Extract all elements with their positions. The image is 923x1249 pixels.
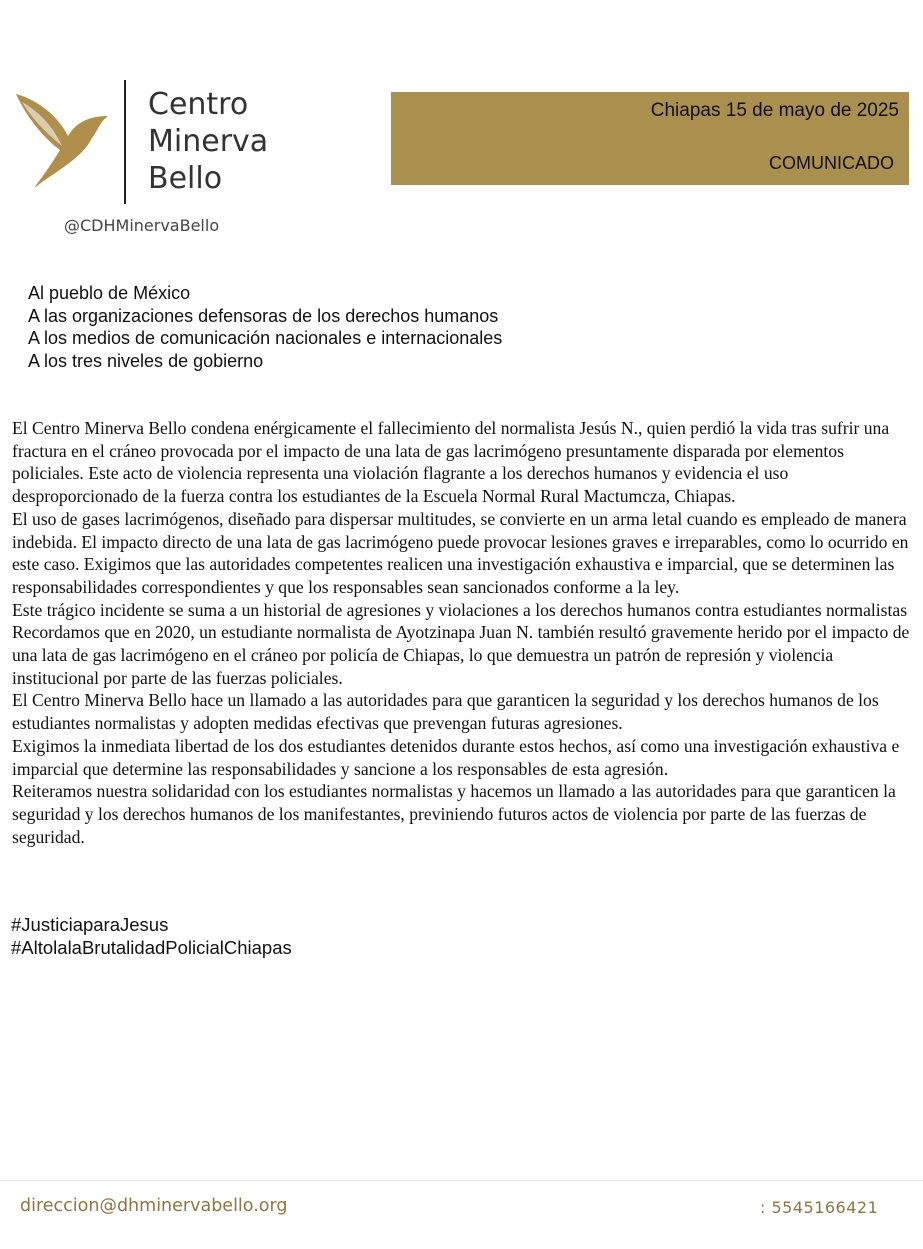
statement-paragraph: El Centro Minerva Bello condena enérgicamente el fallecimiento del normalista Jesús N., quien perdió la vida tras sufrir una fractura en el cráneo provocada por el impacto de una lata de gas lacrimógeno presuntamente disparada por elementos policiales. Este acto de violencia representa una violación flagrante a los derechos humanos y evidencia el uso desproporcionado de la fuerza contra los estudiantes de la Escuela Normal Rural Mactumcza, Chiapas.	[12, 418, 890, 507]
addressee-line: A los medios de comunicación nacionales e internacionales	[28, 328, 503, 348]
addressee-line: Al pueblo de México	[28, 283, 191, 303]
organization-name-line: Minerva	[148, 124, 269, 159]
organization-name-line: Centro	[148, 87, 249, 122]
hashtag: #JusticiaparaJesus	[11, 914, 169, 935]
hashtag: #AltolalaBrutalidadPolicialChiapas	[11, 936, 292, 958]
statement-paragraph: Reiteramos nuestra solidaridad con los estudiantes normalistas y hacemos un llamado a las autoridades para que garanticen la seguridad y los derechos humanos de los manifestantes, previniendo futuros actos de violencia por parte de las fuerzas de seguridad.	[12, 781, 896, 847]
organization-logo	[10, 78, 310, 208]
dove-icon	[12, 88, 112, 188]
contact-phone: : 5545166421	[760, 1198, 879, 1217]
statement-paragraph: Exigimos la inmediata libertad de los dos estudiantes detenidos durante estos hechos, así como una investigación exhaustiva e imparcial que determine las responsabilidades y sancione a los responsables de esta agresión.	[12, 735, 900, 779]
organization-name-line: Bello	[148, 161, 223, 196]
document-type: COMUNICADO	[769, 153, 894, 173]
addressee-line: A las organizaciones defensoras de los derechos humanos	[28, 305, 499, 326]
statement-paragraph: El Centro Minerva Bello hace un llamado a las autoridades para que garanticen la seguridad y los derechos humanos de los estudiantes normalistas y adopten medidas efectivas que prevengan futuras agresiones.	[12, 690, 879, 734]
statement-body	[12, 417, 917, 848]
contact-email: direccion@dhminervabello.org	[20, 1196, 288, 1216]
addressee-line: A los tres niveles de gobierno	[28, 350, 264, 371]
hashtag-list	[11, 914, 292, 959]
document-date: Chiapas 15 de mayo de 2025	[650, 100, 899, 121]
logo-divider	[124, 80, 126, 204]
addressee-list	[28, 282, 502, 372]
footer-divider	[0, 1180, 923, 1181]
statement-paragraph: El uso de gases lacrimógenos, diseñado para dispersar multitudes, se convierte en un arma letal cuando es empleado de manera indebida. El impacto directo de una lata de gas lacrimógeno puede provocar lesiones graves e irreparables, como lo ocurrido en este caso. Exigimos que las autoridades competentes realicen una investigación exhaustiva e imparcial, que se determinen las responsabilidades correspondientes y que los responsables sean sancionados conforme a la ley.	[12, 508, 909, 597]
header-banner	[391, 92, 909, 185]
statement-paragraph: Este trágico incidente se suma a un historial de agresiones y violaciones a los derechos humanos contra estudiantes normalistas Recordamos que en 2020, un estudiante normalista de Ayotzinapa Juan N. también resultó gravemente herido por el impacto de una lata de gas lacrimógeno en el cráneo por policía de Chiapas, lo que demuestra un patrón de represión y violencia institucional por parte de las fuerzas policiales.	[12, 599, 910, 688]
social-handle: @CDHMinervaBello	[64, 216, 220, 235]
organization-name	[148, 86, 268, 197]
